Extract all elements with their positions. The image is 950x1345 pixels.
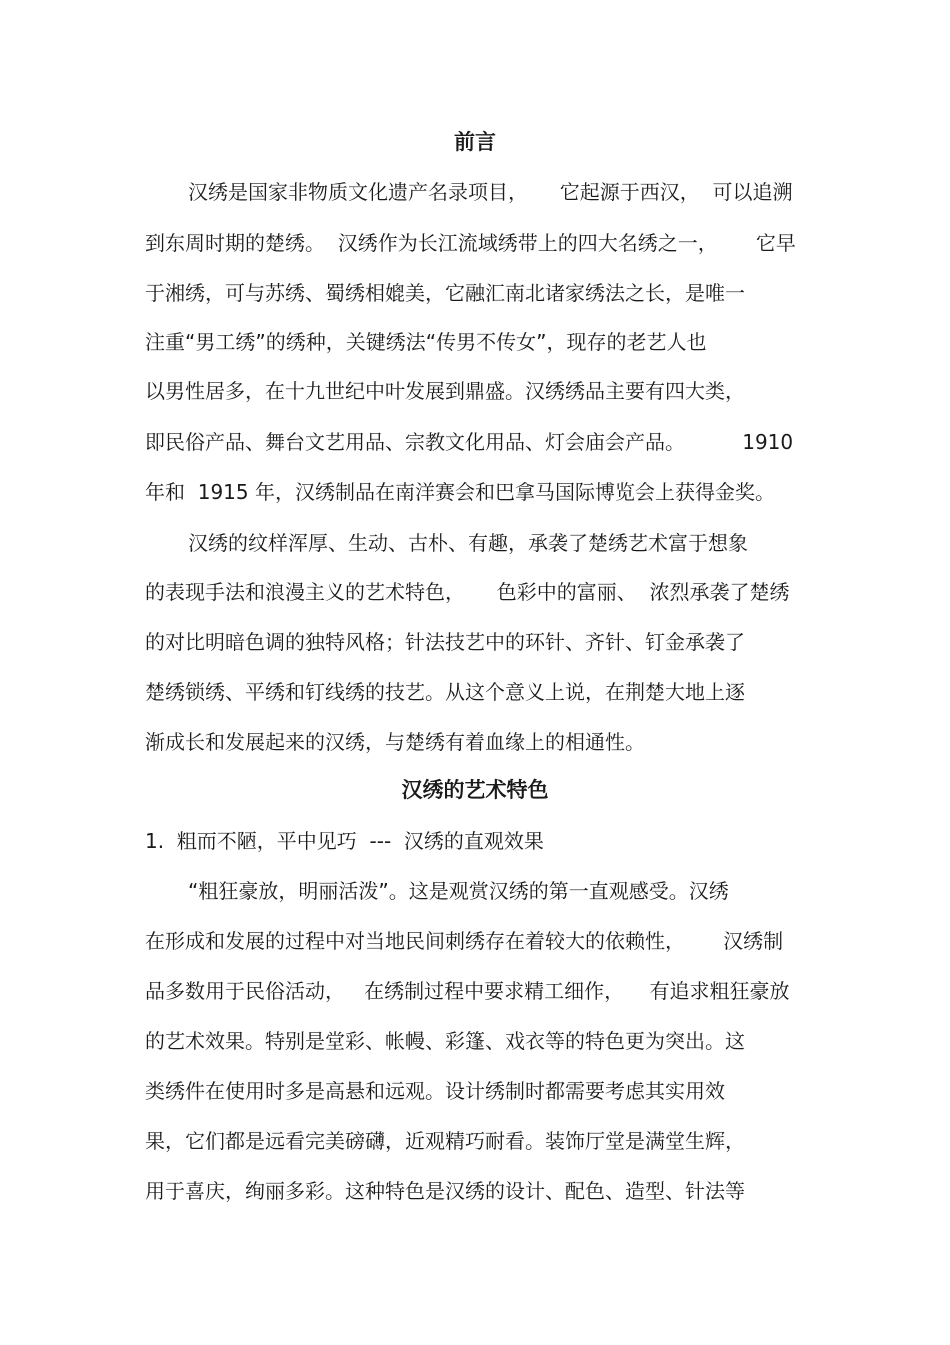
preface-p2-line-2: 的表现手法和浪漫主义的艺术特色， 色彩中的富丽、 浓烈承袭了楚绣 (145, 580, 790, 604)
art-p1-line-6: 果，它们都是远看完美磅礴，近观精巧耐看。装饰厅堂是满堂生辉， (145, 1129, 745, 1153)
art-heading-1: 1. 粗而不陋，平中见巧 --- 汉绣的直观效果 (145, 829, 544, 853)
preface-p1-line-6: 即民俗产品、舞台文艺用品、宗教文化用品、灯会庙会产品。 1910 (145, 430, 794, 454)
preface-p2-line-5: 渐成长和发展起来的汉绣，与楚绣有着血缘上的相通性。 (145, 730, 645, 754)
preface-p2-line-1: 汉绣的纹样浑厚、生动、古朴、有趣，承袭了楚绣艺术富于想象 (188, 531, 748, 555)
preface-p2-line-3: 的对比明暗色调的独特风格；针法技艺中的环针、齐针、钉金承袭了 (145, 630, 745, 654)
art-p1-line-2: 在形成和发展的过程中对当地民间刺绣存在着较大的依赖性， 汉绣制 (145, 929, 784, 953)
art-p1-line-7: 用于喜庆，绚丽多彩。这种特色是汉绣的设计、配色、造型、针法等 (145, 1179, 745, 1203)
preface-p1-line-4: 注重“男工绣”的绣种，关键绣法“传男不传女”，现存的老艺人也 (145, 330, 707, 354)
preface-title: 前言 (454, 130, 496, 154)
preface-p1-line-1: 汉绣是国家非物质文化遗产名录项目， 它起源于西汉， 可以追溯 (188, 180, 793, 204)
art-p1-line-3: 品多数用于民俗活动， 在绣制过程中要求精工细作， 有追求粗狂豪放 (145, 979, 790, 1003)
art-p1-line-5: 类绣件在使用时多是高悬和远观。设计绣制时都需要考虑其实用效 (145, 1079, 725, 1103)
preface-p1-line-7: 年和 1915 年，汉绣制品在南洋赛会和巴拿马国际博览会上获得金奖。 (145, 480, 775, 504)
preface-p1-line-2: 到东周时期的楚绣。 汉绣作为长江流域绣带上的四大名绣之一， 它早 (145, 231, 796, 255)
preface-p1-line-5: 以男性居多，在十九世纪中叶发展到鼎盛。汉绣绣品主要有四大类， (145, 379, 745, 403)
art-section-title: 汉绣的艺术特色 (401, 778, 549, 802)
preface-p1-line-3: 于湘绣，可与苏绣、蜀绣相媲美，它融汇南北诸家绣法之长，是唯一 (145, 281, 745, 305)
art-p1-line-1: “粗狂豪放，明丽活泼”。这是观赏汉绣的第一直观感受。汉绣 (188, 879, 729, 903)
preface-p2-line-4: 楚绣锁绣、平绣和钉线绣的技艺。从这个意义上说，在荆楚大地上逐 (145, 680, 745, 704)
art-p1-line-4: 的艺术效果。特别是堂彩、帐幔、彩篷、戏衣等的特色更为突出。这 (145, 1029, 745, 1053)
